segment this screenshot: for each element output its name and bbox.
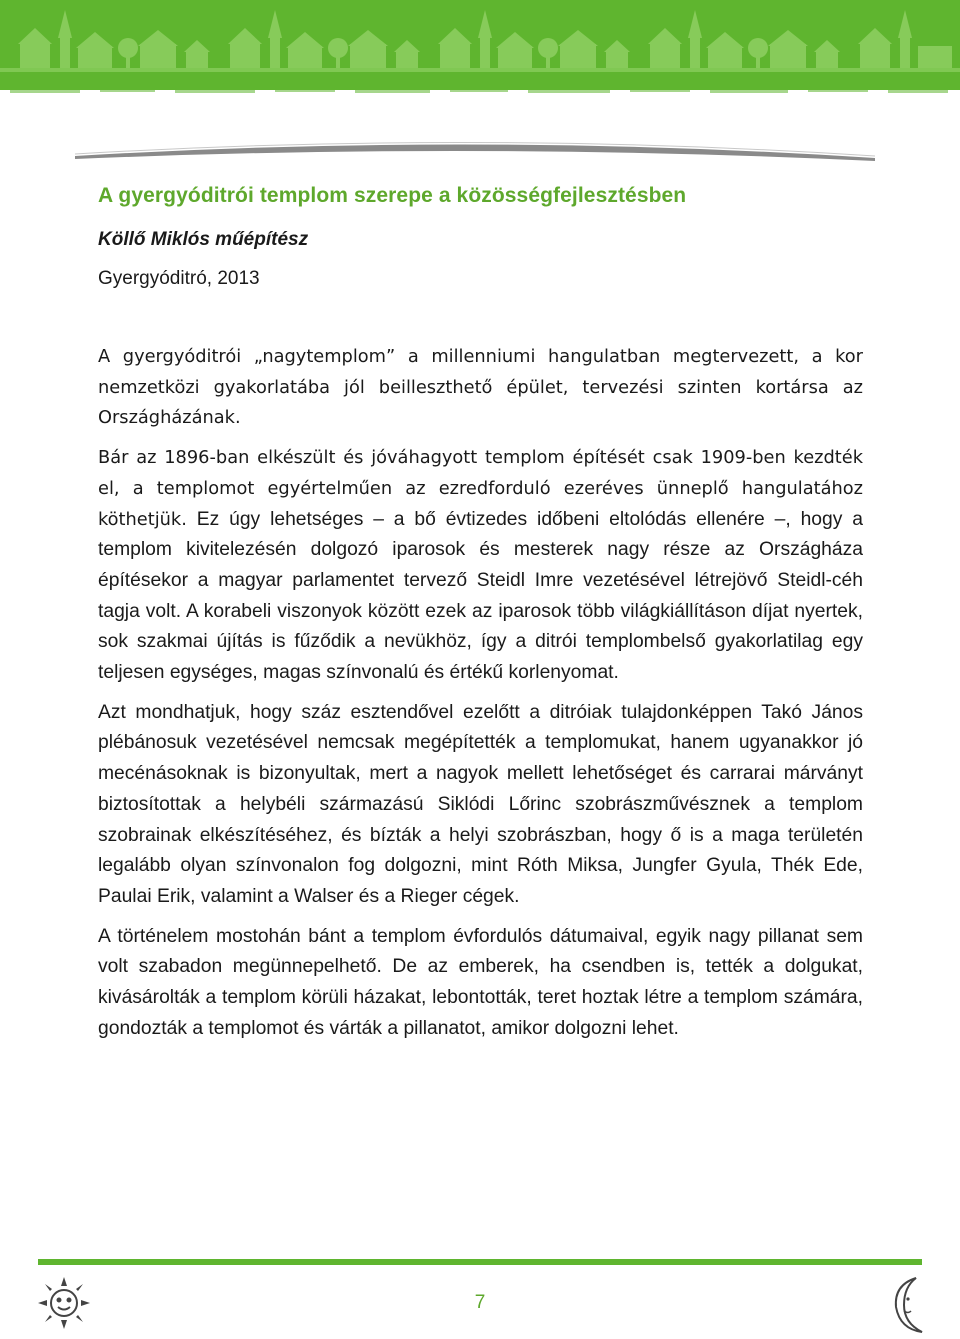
paragraph-1: [98, 342, 863, 434]
paragraph-1-text: A gyergyóditrói „nagytemplom” a millenniumi hangulatban megtervezett, a kor nemzetközi gyakorlatába jól beilleszthető épület, tervezési szinten kortársa az Országházának.: [98, 346, 863, 429]
paragraph-2-continuation: Ez úgy lehetséges – a bő évtizedes időbeni eltolódás ellenére –, hogy a templom kivitelezésén dolgozó iparosok és mesterek nagy része az Országháza építésekor a magyar parlamentet tervező Steidl Imre vezetésével létrejövő Steidl-céh tagja volt. A korabeli viszonyok között ezek az iparosok több világkiállításon díjat nyertek, sok szakmai újítás is fűződik a nevükhöz, így a ditrói templombelső gyakorlatilag egy teljesen egységes, magas színvonalú és értékű korlenyomat.: [98, 508, 863, 684]
paragraph-3: Azt mondhatjuk, hogy száz esztendővel ezelőtt a ditróiak tulajdonképpen Takó János plébánosuk vezetésével nemcsak megépítették a templomukat, hanem ugyanakkor jó mecénásoknak is bizonyultak, mert a nagyok mellett lehetőséget és carrarai márványt biztosítottak a helybéli származású Siklódi Lőrinc szobrászművésznek a templom szobrainak elkészítéséhez, és bízták a helyi szobrászban, hogy ő is a maga területén legalább olyan színvonalon fog dolgozni, mint Róth Miksa, Jungfer Gyula, Thék Ede, Paulai Erik, valamint a Walser és a Rieger cégek.: [98, 701, 863, 907]
paragraph-4: A történelem mostohán bánt a templom évfordulós dátumaival, egyik nagy pillanat sem volt szabadon megünnepelhető. De az emberek, ha csendben is, tették a dolgukat, kivásárolták a templom körüli házakat, lebontották, teret hoztak létre a templom számára, gondozták a templomot és várták a pillanatot, amikor dolgozni lehet.: [98, 925, 863, 1039]
page-number: 7: [474, 1292, 486, 1313]
article-title: A gyergyóditrói templom szerepe a közösségfejlesztésben: [98, 184, 687, 207]
paragraph-2: [98, 443, 863, 689]
article-body: [98, 342, 863, 1053]
paragraph-2-text: Bár az 1896-ban elkészült és jóváhagyott templom építését csak 1909-ben kezdték el, a templomot egyértelműen az ezredforduló ezeréves ünneplő hangulatához köthetjük.: [98, 447, 863, 530]
article-place-date: Gyergyóditró, 2013: [98, 268, 260, 289]
header-divider-swoosh: [70, 138, 880, 164]
footer-divider: [38, 1259, 922, 1265]
crescent-moon-icon: [890, 1275, 930, 1335]
article-author: Köllő Miklós műépítész: [98, 229, 309, 250]
header-village-banner: [0, 0, 960, 90]
village-silhouette-icon: [0, 0, 960, 90]
folk-pattern-strip: [0, 82, 960, 96]
